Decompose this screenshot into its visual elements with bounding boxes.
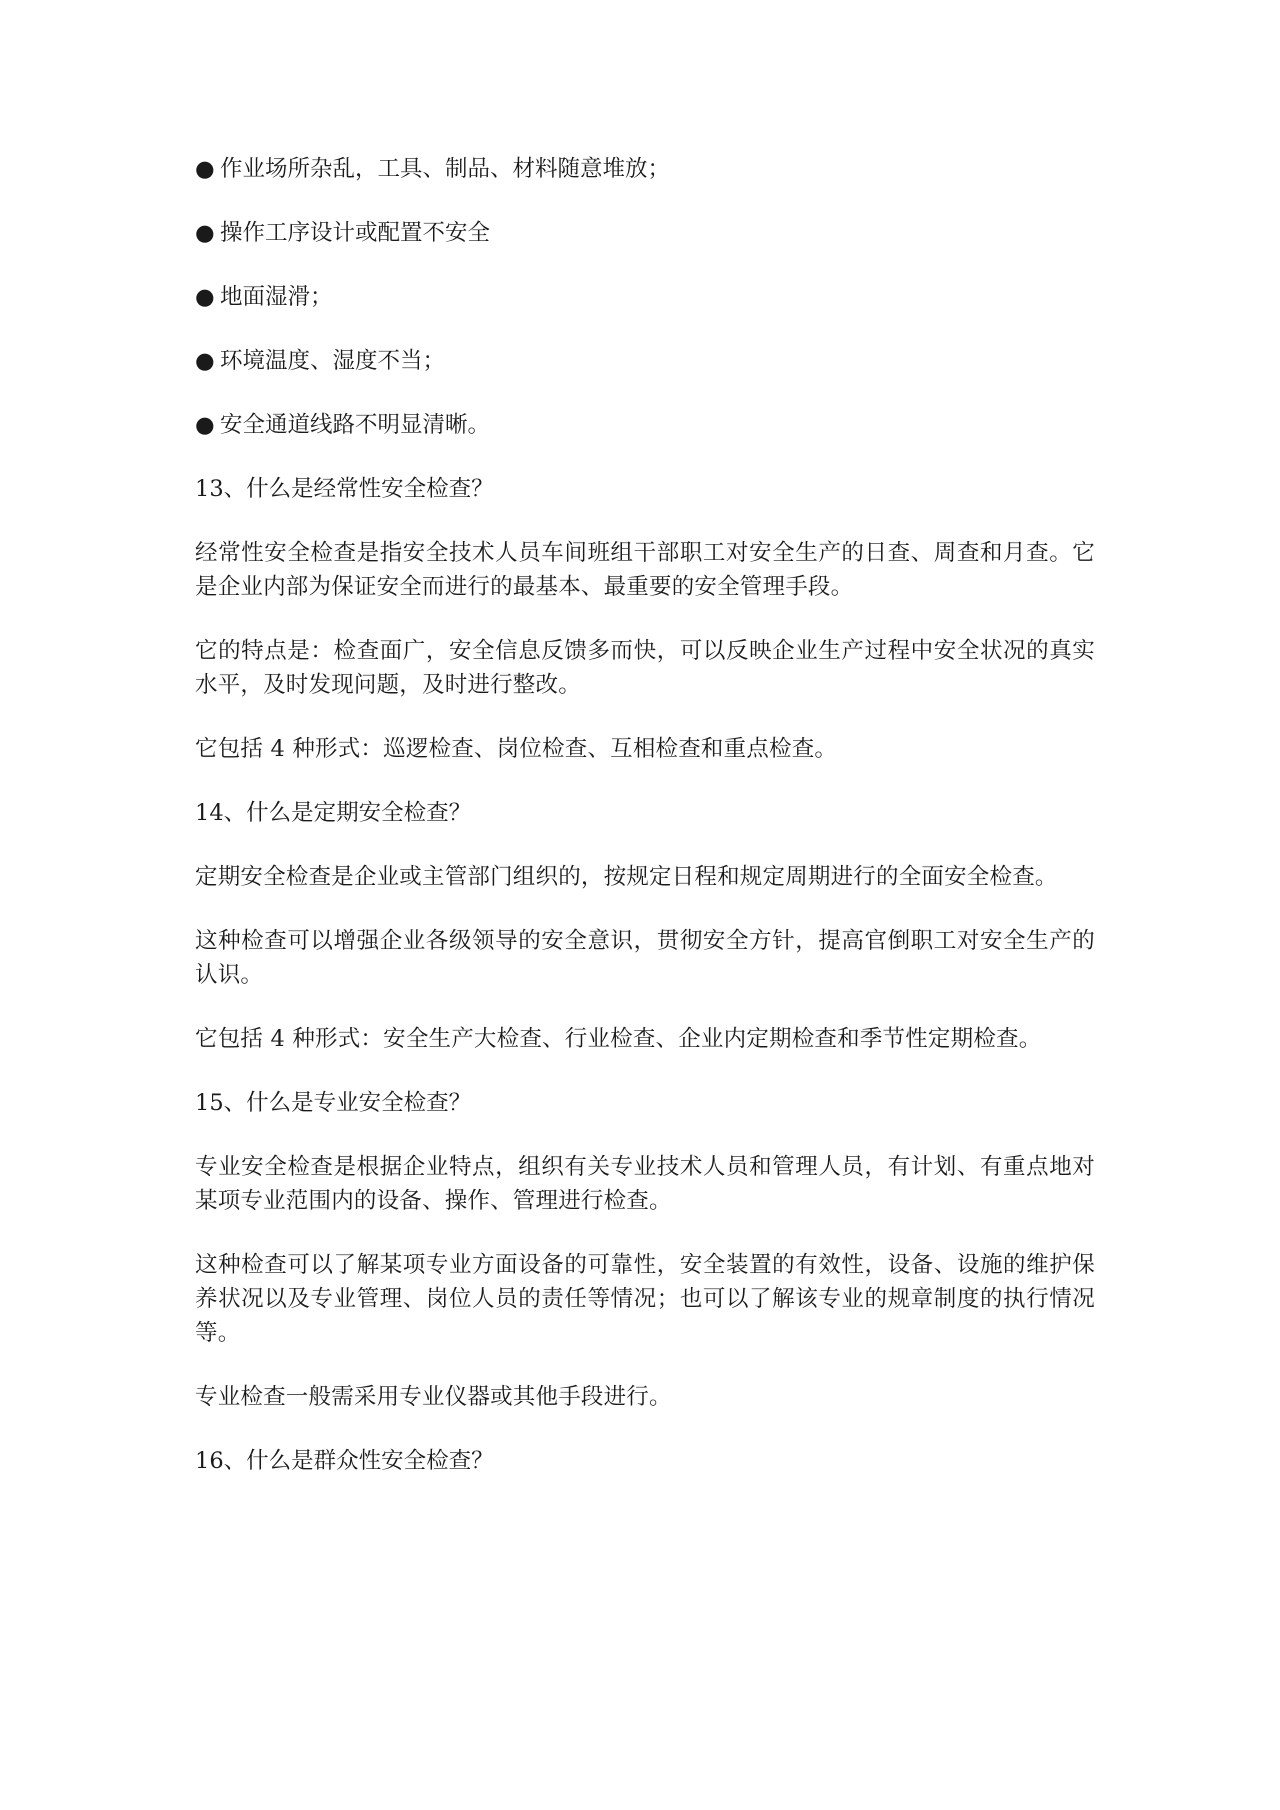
bullet-item <box>195 408 1095 442</box>
bullet-dot-icon: ● <box>195 412 215 438</box>
section-14 <box>195 796 1095 1056</box>
section-paragraph: 经常性安全检查是指安全技术人员车间班组干部职工对安全生产的日查、周查和月查。它是企业内部为保证安全而进行的最基本、最重要的安全管理手段。 <box>195 540 1095 600</box>
section-question: 15、什么是专业安全检查？ <box>195 1090 472 1116</box>
bullet-dot-icon: ● <box>195 284 215 310</box>
section-15 <box>195 1086 1095 1414</box>
bullet-text: 安全通道线路不明显清晰。 <box>220 412 491 438</box>
hazard-bullet-list <box>195 152 1095 442</box>
bullet-dot-icon: ● <box>195 156 215 182</box>
bullet-text: 地面湿滑； <box>220 284 333 310</box>
section-paragraph: 它包括 4 种形式：巡逻检查、岗位检查、互相检查和重点检查。 <box>195 736 838 762</box>
section-question: 14、什么是定期安全检查？ <box>195 800 472 826</box>
section-paragraph: 这种检查可以了解某项专业方面设备的可靠性，安全装置的有效性，设备、设施的维护保养状况以及专业管理、岗位人员的责任等情况；也可以了解该专业的规章制度的执行情况等。 <box>195 1252 1095 1346</box>
bullet-item <box>195 344 1095 378</box>
bullet-item <box>195 280 1095 314</box>
document-page <box>195 152 1095 1508</box>
section-13 <box>195 472 1095 766</box>
bullet-dot-icon: ● <box>195 220 215 246</box>
section-paragraph: 它包括 4 种形式：安全生产大检查、行业检查、企业内定期检查和季节性定期检查。 <box>195 1026 1042 1052</box>
bullet-text: 作业场所杂乱，工具、制品、材料随意堆放； <box>220 156 671 182</box>
bullet-item <box>195 152 1095 186</box>
section-question: 13、什么是经常性安全检查？ <box>195 476 494 502</box>
section-paragraph: 它的特点是：检查面广，安全信息反馈多而快，可以反映企业生产过程中安全状况的真实水平，及时发现问题，及时进行整改。 <box>195 638 1095 698</box>
bullet-text: 环境温度、湿度不当； <box>220 348 446 374</box>
section-paragraph: 定期安全检查是企业或主管部门组织的，按规定日程和规定周期进行的全面安全检查。 <box>195 864 1058 890</box>
bullet-dot-icon: ● <box>195 348 215 374</box>
section-paragraph: 专业安全检查是根据企业特点，组织有关专业技术人员和管理人员，有计划、有重点地对某项专业范围内的设备、操作、管理进行检查。 <box>195 1154 1095 1214</box>
bullet-text: 操作工序设计或配置不安全 <box>220 220 491 246</box>
section-paragraph: 这种检查可以增强企业各级领导的安全意识，贯彻安全方针，提高官倒职工对安全生产的认识。 <box>195 928 1095 988</box>
section-16 <box>195 1444 1095 1478</box>
section-paragraph: 专业检查一般需采用专业仪器或其他手段进行。 <box>195 1384 672 1410</box>
bullet-item <box>195 216 1095 250</box>
section-question: 16、什么是群众性安全检查？ <box>195 1448 494 1474</box>
